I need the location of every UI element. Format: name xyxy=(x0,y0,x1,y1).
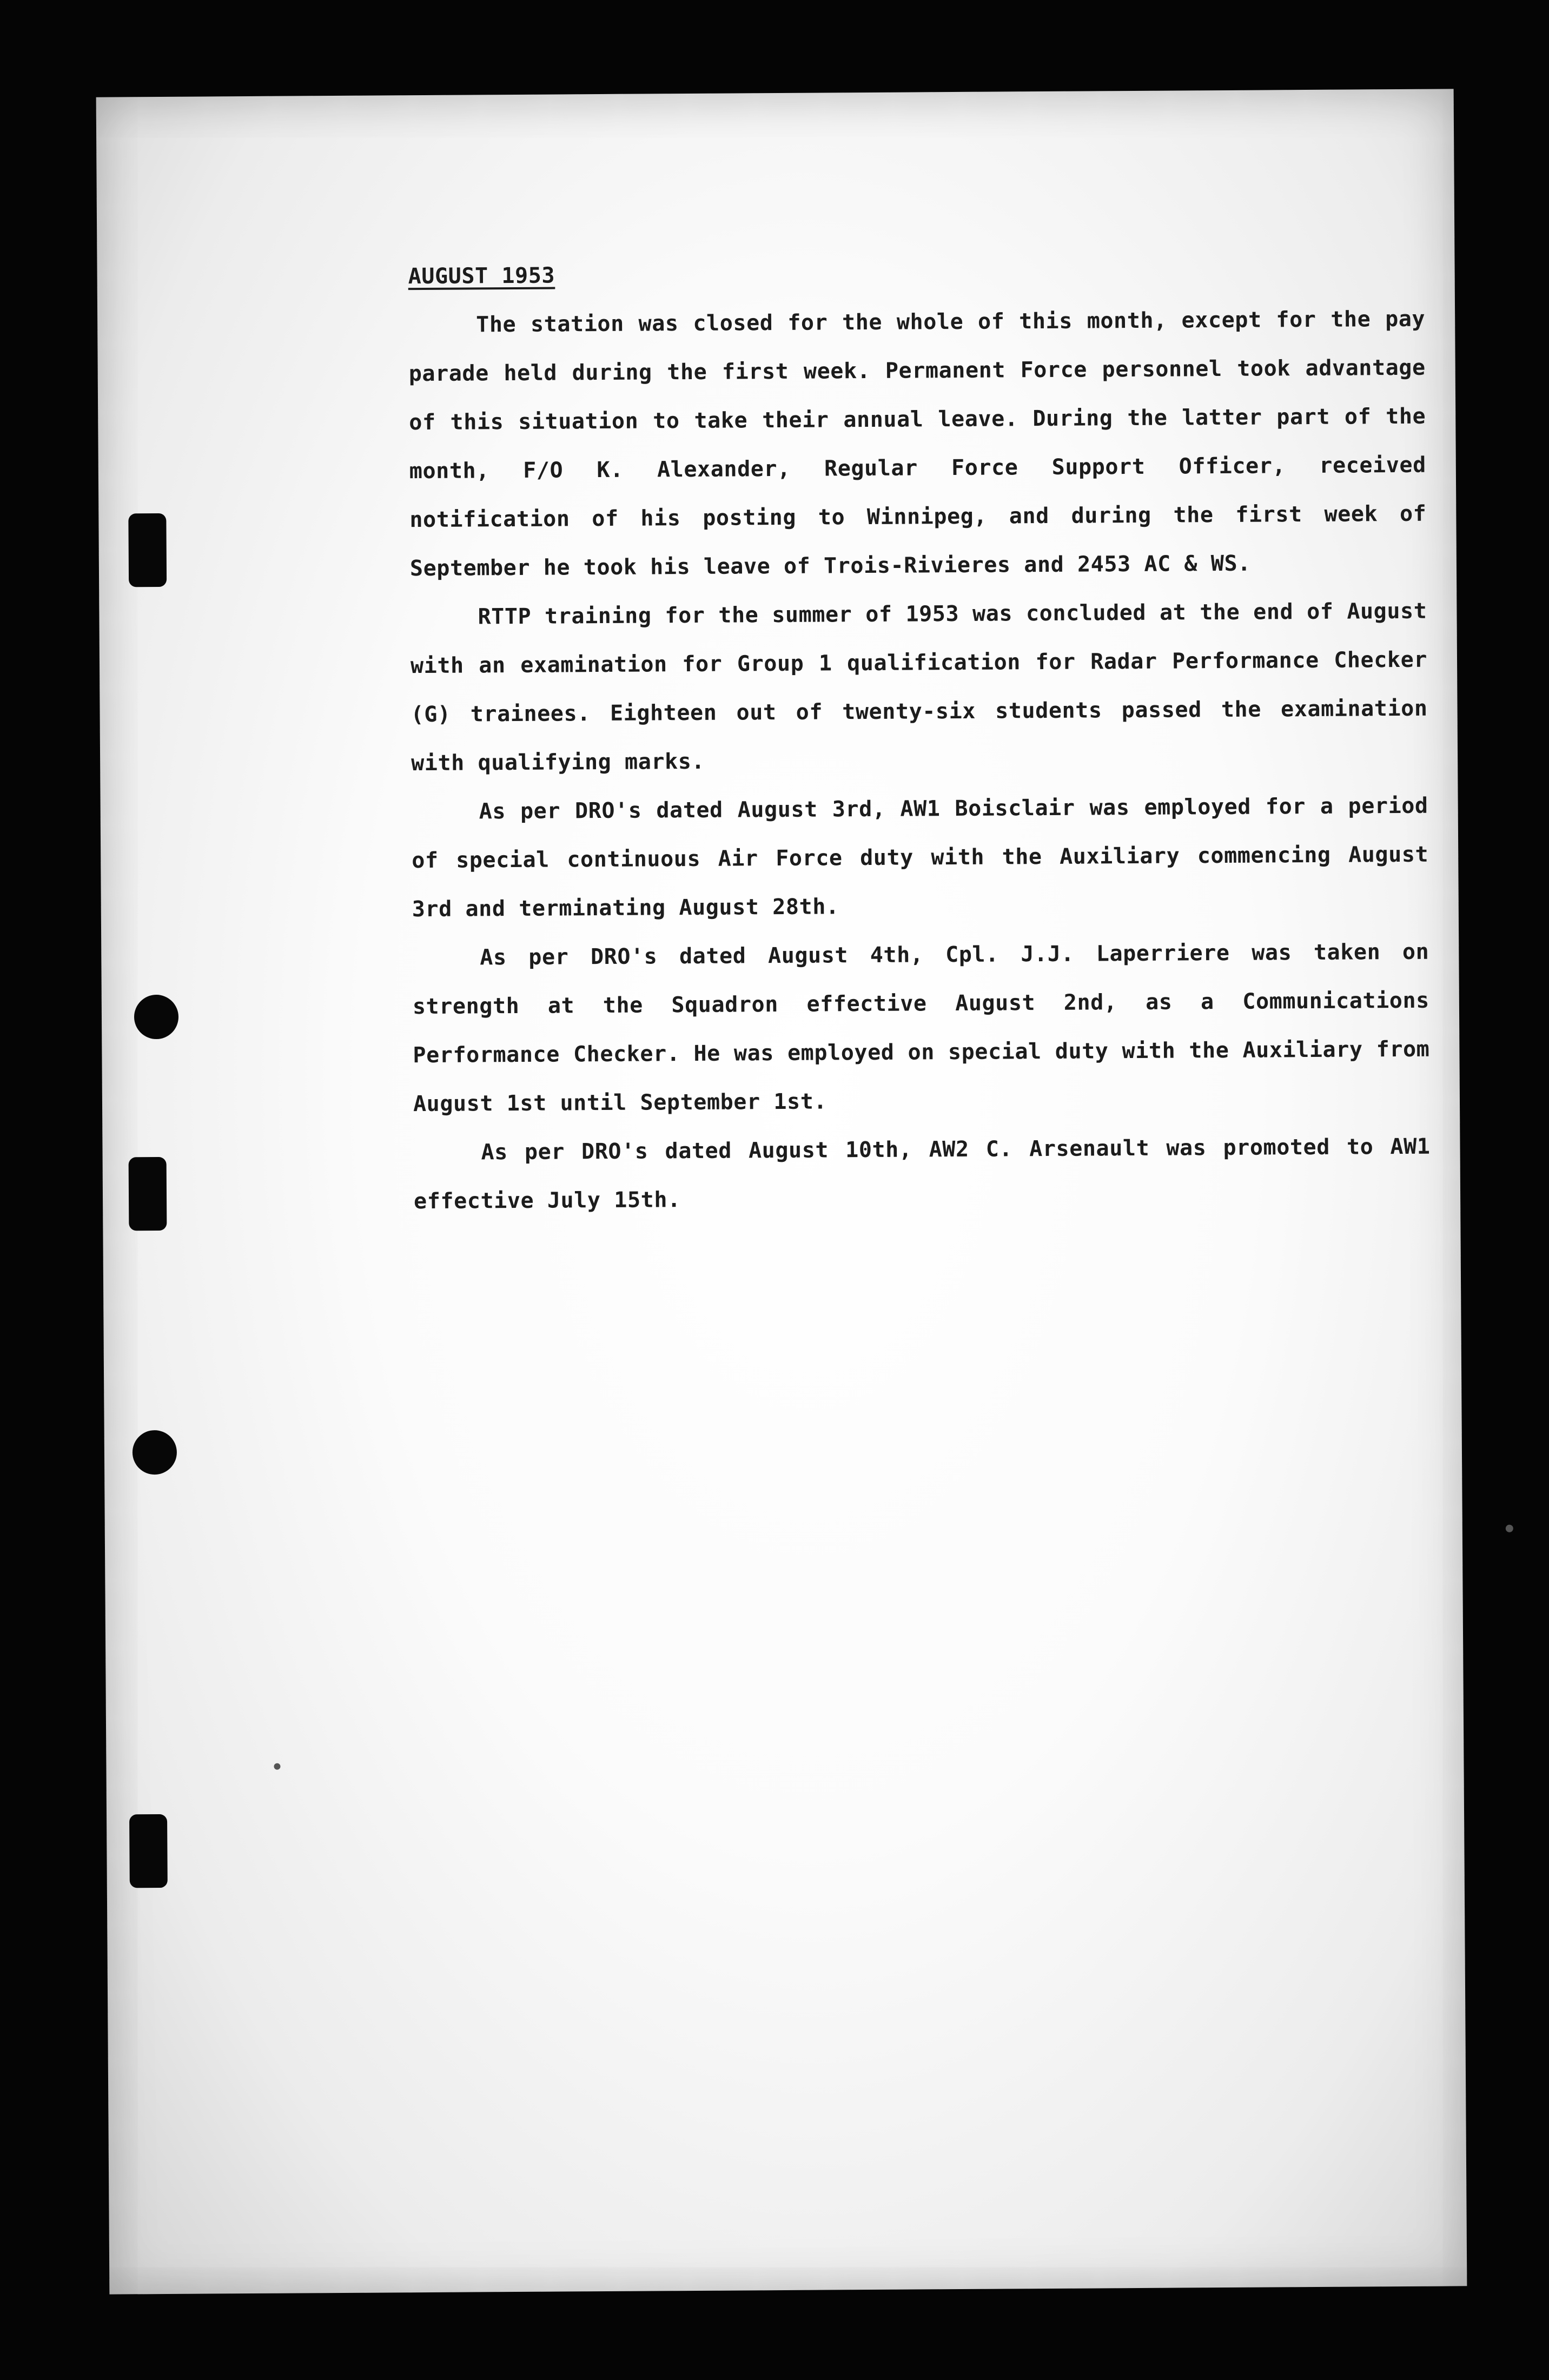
paragraph: As per DRO's dated August 10th, AW2 C. Arsenault was promoted to AW1 effective July 15th. xyxy=(413,1134,1431,1214)
paper-speck xyxy=(1506,1525,1513,1532)
binder-hole-top xyxy=(128,513,167,587)
paragraph: As per DRO's dated August 3rd, AW1 Boisclair was employed for a period of special continuous Air Force duty with the Auxiliary commencing August 3rd and terminating August 28th. xyxy=(412,793,1429,922)
document-page xyxy=(96,89,1467,2294)
binder-hole-round-upper xyxy=(134,995,178,1039)
document-heading: AUGUST 1953 xyxy=(408,263,555,289)
paragraph: The station was closed for the whole of this month, except for the pay parade held during the first week. Permanent Force personnel took advantage of this situation to take their annual leave. During the latter part of the month, F/O K. Alexander, Regular Force Support Officer, received notification of his posting to Winnipeg, and during the first week of September he took his leave of Trois-Rivieres and 2453 AC & WS. xyxy=(408,306,1427,581)
binder-hole-bottom xyxy=(129,1814,168,1888)
paper-speck xyxy=(274,1763,280,1770)
paragraph: As per DRO's dated August 4th, Cpl. J.J. Laperriere was taken on strength at the Squadron effective August 2nd, as a Communications Performance Checker. He was employed on special duty with the Auxiliary from August 1st until September 1st. xyxy=(412,939,1430,1117)
paragraph: RTTP training for the summer of 1953 was concluded at the end of August with an examination for Group 1 qualification for Radar Performance Checker (G) trainees. Eighteen out of twenty-six students passed the examination with qualifying marks. xyxy=(410,598,1428,776)
binder-hole-round-lower xyxy=(133,1430,177,1475)
document-body xyxy=(408,246,1431,1226)
binder-hole-middle xyxy=(129,1157,167,1231)
